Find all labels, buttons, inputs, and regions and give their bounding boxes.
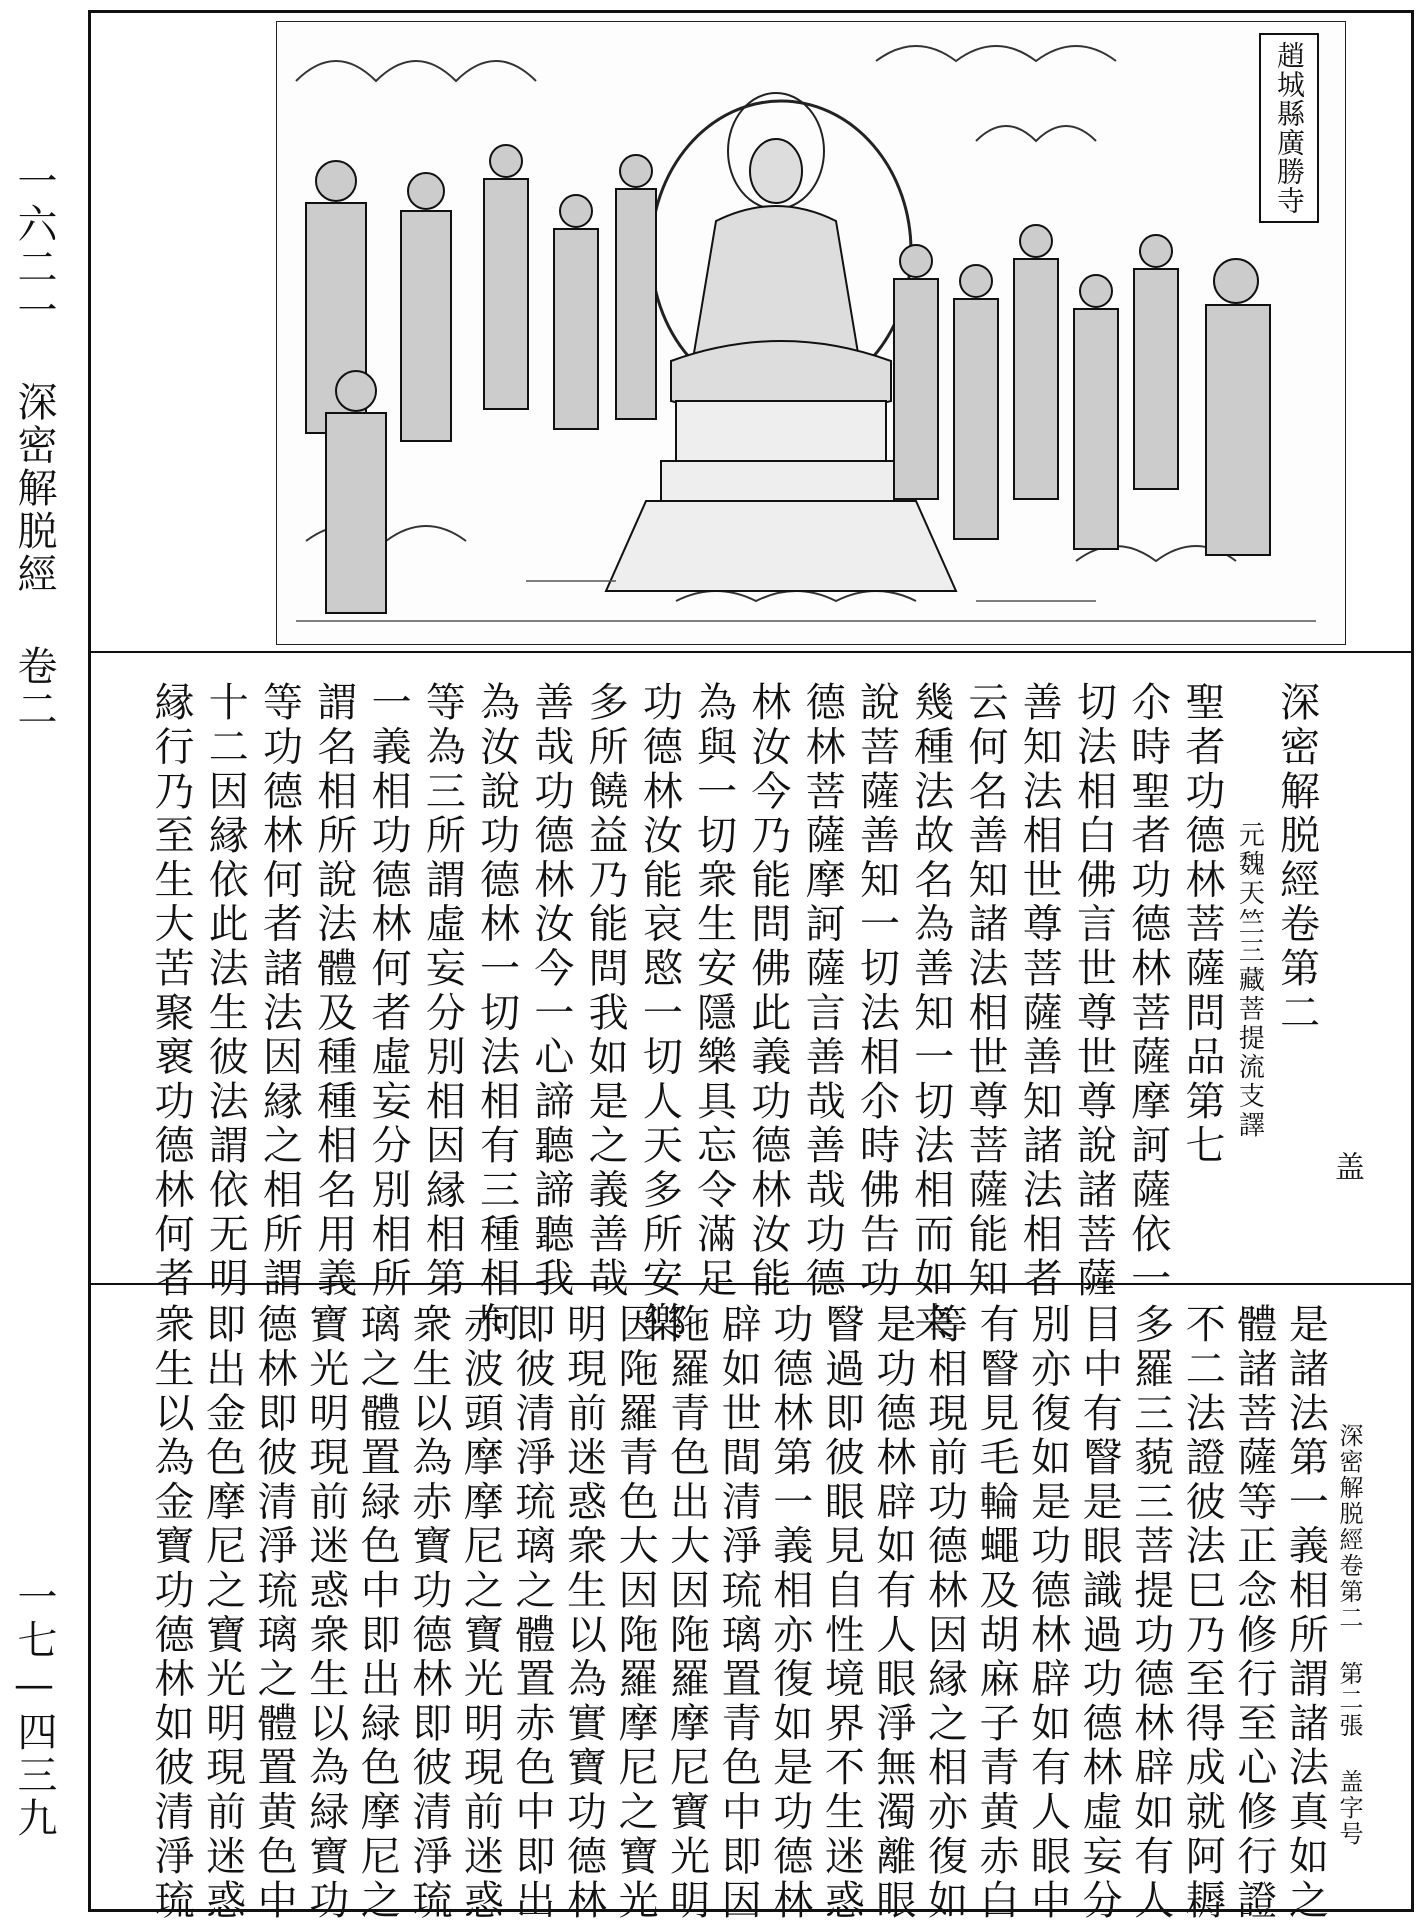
text-column: 明現前迷惑衆生以為實寶功德林 bbox=[560, 1303, 607, 1923]
temple-caption: 趙城縣廣勝寺 bbox=[1273, 41, 1306, 215]
text-column: 即彼清淨琉璃之體置赤色中即出 bbox=[508, 1303, 555, 1923]
text-column: 十二因縁依此法生彼法謂依无明 bbox=[202, 681, 249, 1302]
text-column: 赤波頭摩摩尼之寶光明現前迷惑 bbox=[457, 1303, 504, 1923]
text-column: 衆生以為金寶功德林如彼清淨琉 bbox=[148, 1303, 194, 1923]
running-title: 一六二一 深密解脱經 卷二 bbox=[11, 160, 57, 731]
frontispiece-illustration bbox=[276, 21, 1346, 645]
text-column: 是諸法第一義相所謂諸法真如之 bbox=[1282, 1303, 1329, 1923]
text-column: 辟如世間清淨琉璃置青色中即因 bbox=[715, 1303, 762, 1923]
sutra-title: 深密解脱經卷第二 bbox=[1273, 681, 1320, 1036]
text-column: 璃之體置緑色中即出緑色摩尼之 bbox=[354, 1303, 401, 1923]
text-column: 即出金色摩尼之寶光明現前迷惑 bbox=[199, 1303, 246, 1923]
text-column: 是功德林辟如有人眼淨無濁離眼 bbox=[869, 1303, 916, 1923]
text-column: 寶光明現前迷惑衆生以為緑寶功 bbox=[302, 1303, 349, 1923]
text-column: 縁行乃至生大苦聚褱功德林何者 bbox=[148, 681, 194, 1302]
text-column: 多所饒益乃能問我如是之義善哉 bbox=[582, 681, 629, 1302]
divider-top bbox=[91, 651, 1411, 653]
text-column: 有瞖見毛輪蠅及胡麻子青黄赤白 bbox=[973, 1303, 1019, 1923]
text-column: 說菩薩善知一切法相尒時佛告功 bbox=[853, 681, 900, 1302]
text-column: 體諸菩薩等正念修行至心修行證 bbox=[1230, 1303, 1277, 1923]
text-column: 云何名善知諸法相世尊菩薩能知 bbox=[961, 681, 1008, 1302]
translator-credit: 元魏天竺三藏菩提流支譯 bbox=[1234, 821, 1265, 1140]
edge-mark-upper: 盖 bbox=[1328, 1151, 1364, 1186]
text-column: 等為三所謂虛妄分別相因縁相第 bbox=[419, 681, 466, 1302]
text-column: 善知法相世尊菩薩善知諸法相者 bbox=[1016, 681, 1063, 1302]
text-column: 因陁羅青色大因陁羅摩尼之寶光 bbox=[612, 1303, 659, 1923]
text-column: 善哉功德林汝今一心諦聽諦聽我 bbox=[527, 681, 574, 1302]
text-column: 功德林第一義相亦復如是功德林 bbox=[766, 1303, 813, 1923]
page-frame bbox=[88, 10, 1414, 1923]
temple-cartouche bbox=[1259, 33, 1319, 223]
text-column: 林汝今乃能問佛此義功德林汝能 bbox=[744, 681, 791, 1302]
left-margin bbox=[8, 160, 60, 1840]
text-column: 不二法證彼法巳乃至得成就阿耨 bbox=[1179, 1303, 1226, 1923]
edge-mark-lower: 深密解脱經卷第二 第二張 盖字号 bbox=[1334, 1423, 1363, 1847]
page-number: 一七—四三九 bbox=[11, 1576, 57, 1840]
text-column: 幾種法故名為善知一切法相而如来 bbox=[907, 681, 954, 1346]
text-column: 為汝說功德林一切法相有三種相何 bbox=[473, 681, 520, 1346]
text-column: 等功德林何者諸法因縁之相所謂 bbox=[256, 681, 303, 1302]
text-column: 切法相白佛言世尊世尊說諸菩薩 bbox=[1070, 681, 1117, 1302]
chapter-title: 聖者功德林菩薩問品第七 bbox=[1179, 681, 1226, 1169]
lower-text-panel bbox=[148, 1303, 1363, 1923]
text-column: 陁羅青色出大因陁羅摩尼寶光明 bbox=[663, 1303, 710, 1923]
text-column: 一義相功德林何者虛妄分別相所 bbox=[365, 681, 412, 1302]
text-column: 衆生以為赤寶功德林即彼清淨琉 bbox=[405, 1303, 452, 1923]
text-column: 德林即彼清淨琉璃之體置黄色中 bbox=[251, 1303, 298, 1923]
text-column: 尒時聖者功德林菩薩摩訶薩依一 bbox=[1124, 681, 1171, 1302]
text-column: 功德林汝能哀愍一切人天多所安樂 bbox=[636, 681, 683, 1346]
buddha-assembly-woodcut bbox=[276, 21, 1346, 645]
text-column: 為與一切衆生安隱樂具忘令滿足 bbox=[690, 681, 737, 1302]
text-column: 謂名相所說法體及種種相名用義 bbox=[310, 681, 357, 1302]
text-column: 瞖過即彼眼見自性境界不生迷惑 bbox=[818, 1303, 865, 1923]
text-column: 等相現前功德林因縁之相亦復如 bbox=[921, 1303, 968, 1923]
text-column: 德林菩薩摩訶薩言善哉善哉功德 bbox=[799, 681, 846, 1302]
upper-text-panel bbox=[148, 681, 1364, 1346]
text-column: 目中有瞖是眼識過功德林虛妄分 bbox=[1076, 1303, 1123, 1923]
text-column: 多羅三藐三菩提功德林辟如有人 bbox=[1127, 1303, 1174, 1923]
text-column: 別亦復如是功德林辟如有人眼中 bbox=[1024, 1303, 1071, 1923]
